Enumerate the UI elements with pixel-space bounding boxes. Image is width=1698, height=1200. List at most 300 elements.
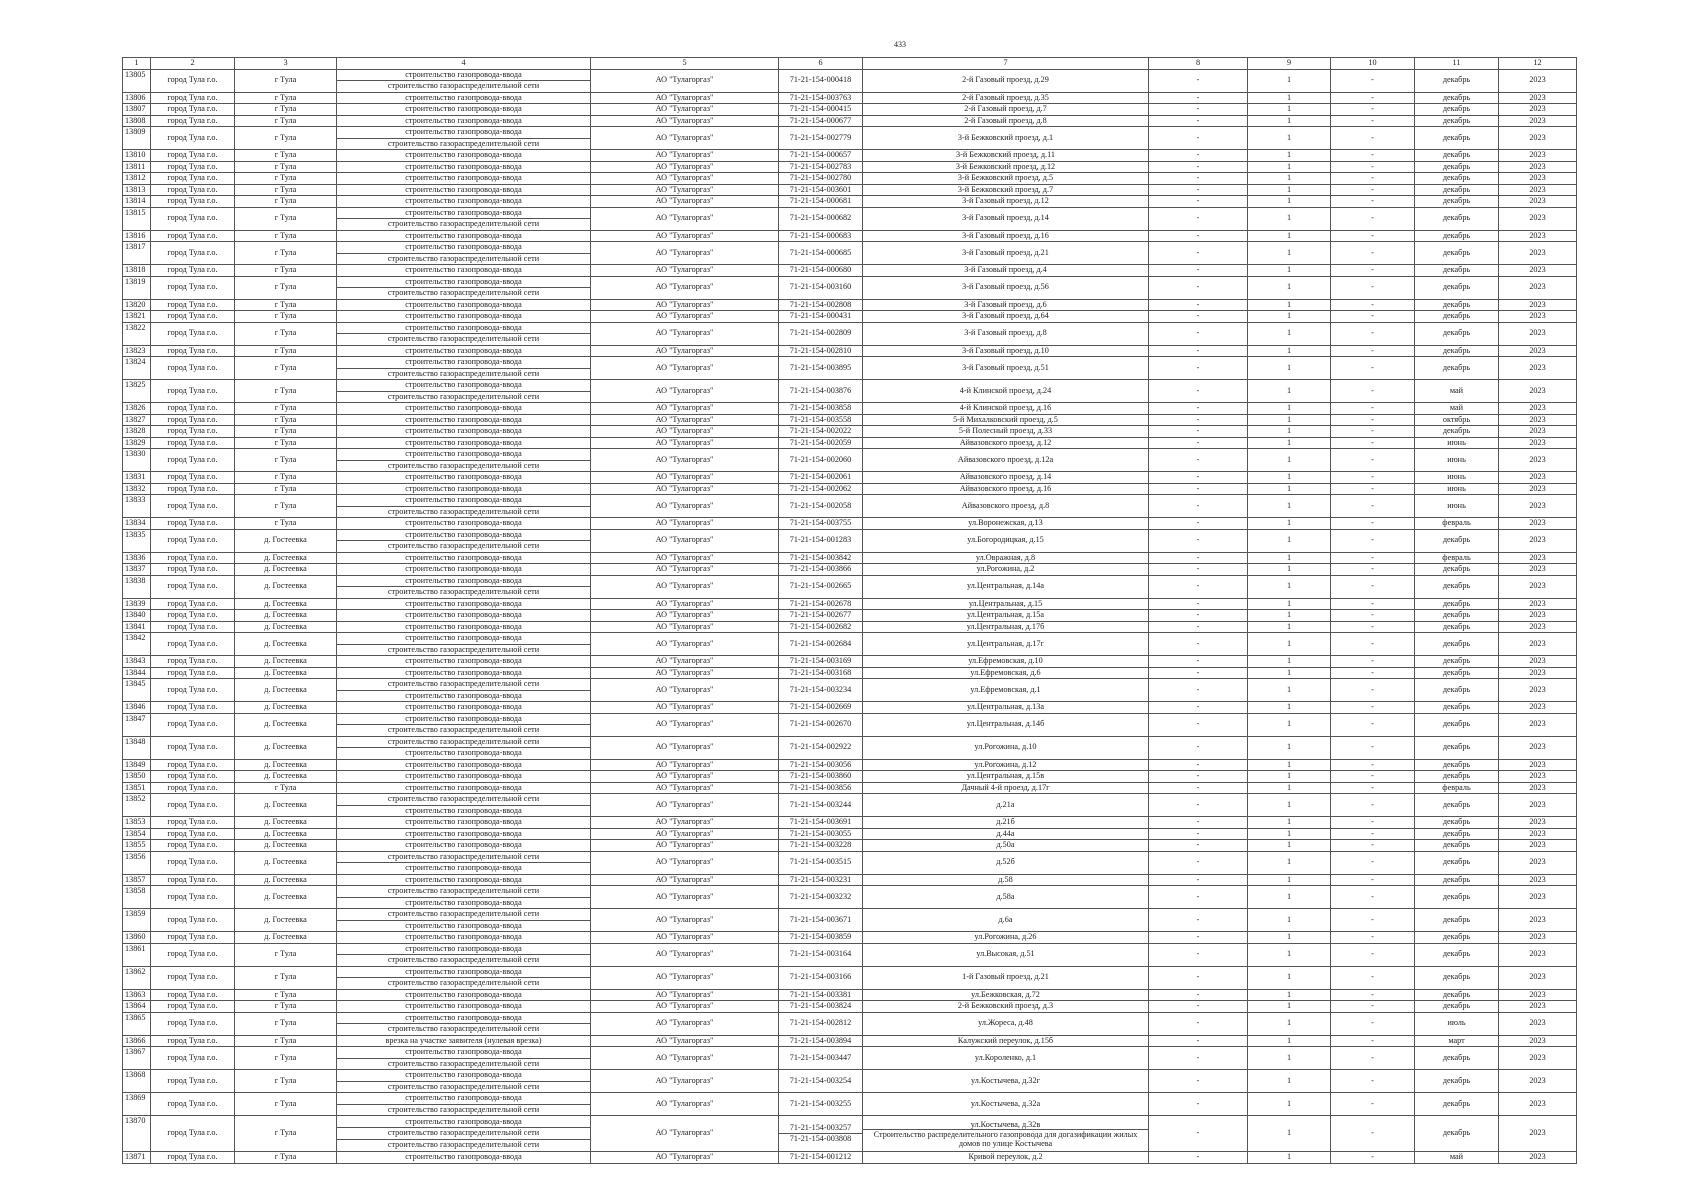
locality-cell: д. Гостеевка	[235, 575, 337, 598]
col9-cell: 1	[1248, 702, 1331, 714]
col9-cell: 1	[1248, 1047, 1331, 1070]
col10-cell: -	[1331, 564, 1415, 576]
col9-cell: 1	[1248, 414, 1331, 426]
object-code-cell-line: 71-21-154-000681	[789, 196, 852, 205]
object-code-cell	[779, 311, 863, 323]
locality-cell: г Тула	[235, 483, 337, 495]
month-cell: декабрь	[1415, 173, 1499, 185]
table-row	[123, 840, 1577, 852]
organization-cell: АО "Тулагоргаз"	[591, 173, 779, 185]
object-code-cell	[779, 173, 863, 185]
work-type-cell-line: строительство газопровода-ввода	[337, 380, 590, 392]
locality-cell: г Тула	[235, 403, 337, 415]
work-type-cell-line: строительство газопровода-ввода	[405, 1152, 522, 1161]
work-type-cell-line: строительство газопровода-ввода	[405, 610, 522, 619]
row-number: 13834	[123, 518, 151, 530]
row-number: 13824	[123, 357, 151, 380]
locality-cell: д. Гостеевка	[235, 886, 337, 909]
column-header: 5	[591, 58, 779, 70]
col10-cell: -	[1331, 874, 1415, 886]
col9-cell: 1	[1248, 1070, 1331, 1093]
work-type-cell-line: строительство газопровода-ввода	[405, 874, 522, 884]
col10-cell: -	[1331, 104, 1415, 116]
col9-cell: 1	[1248, 495, 1331, 518]
municipality-cell: город Тула г.о.	[151, 575, 235, 598]
address-cell	[863, 1070, 1149, 1093]
col10-cell: -	[1331, 1047, 1415, 1070]
organization-cell: АО "Тулагоргаз"	[591, 529, 779, 552]
col8-cell: -	[1149, 426, 1248, 438]
col9-cell: 1	[1248, 886, 1331, 909]
column-header: 6	[779, 58, 863, 70]
municipality-cell: город Тула г.о.	[151, 357, 235, 380]
col8-cell: -	[1149, 1035, 1248, 1047]
object-code-cell-line: 71-21-154-003447	[789, 1052, 852, 1062]
address-cell-line: 3-й Бежковский проезд, д.12	[955, 161, 1056, 171]
month-cell: декабрь	[1415, 610, 1499, 622]
address-cell	[863, 1001, 1149, 1013]
year-cell: 2023	[1499, 874, 1577, 886]
work-type-cell	[337, 932, 591, 944]
object-code-cell-line: 71-21-154-001212	[789, 1152, 852, 1161]
address-cell	[863, 495, 1149, 518]
row-number: 13832	[123, 483, 151, 495]
organization-cell: АО "Тулагоргаз"	[591, 828, 779, 840]
object-code-cell-line: 71-21-154-002810	[789, 345, 852, 355]
work-type-cell	[337, 495, 591, 518]
month-cell: декабрь	[1415, 736, 1499, 759]
row-number: 13851	[123, 782, 151, 794]
organization-cell: АО "Тулагоргаз"	[591, 794, 779, 817]
column-header: 10	[1331, 58, 1415, 70]
row-number: 13844	[123, 667, 151, 679]
table-row	[123, 449, 1577, 472]
work-type-cell-line: строительство газопровода-ввода	[337, 714, 590, 726]
address-cell-line: Айвазовского проезд, д.12а	[957, 454, 1054, 464]
table-row	[123, 357, 1577, 380]
col10-cell: -	[1331, 207, 1415, 230]
year-cell: 2023	[1499, 426, 1577, 438]
year-cell: 2023	[1499, 196, 1577, 208]
address-cell-line: 3-й Бежковский проезд, д.5	[957, 173, 1054, 182]
object-code-cell-line: 71-21-154-002061	[789, 472, 852, 481]
address-cell-line: 3-й Газовый проезд, д.51	[962, 362, 1049, 372]
work-type-cell-line: строительство газораспределительной сети	[337, 737, 590, 749]
work-type-cell	[337, 437, 591, 449]
work-type-cell-line: строительство газопровода-ввода	[405, 196, 522, 205]
row-number: 13810	[123, 150, 151, 162]
address-cell	[863, 230, 1149, 242]
work-type-cell	[337, 1116, 591, 1152]
address-cell-line: ул.Ефремовская, д.1	[970, 684, 1041, 694]
work-type-cell	[337, 380, 591, 403]
col8-cell: -	[1149, 702, 1248, 714]
locality-cell: г Тула	[235, 495, 337, 518]
address-cell-line: ул.Богородицкая, д.15	[967, 535, 1044, 545]
column-header: 2	[151, 58, 235, 70]
month-cell: март	[1415, 1035, 1499, 1047]
month-cell: декабрь	[1415, 69, 1499, 92]
table-row	[123, 1012, 1577, 1035]
col9-cell: 1	[1248, 518, 1331, 530]
work-type-cell-line: строительство газопровода-ввода	[405, 782, 522, 792]
address-cell-line: 3-й Газовый проезд, д.56	[962, 282, 1049, 292]
year-cell: 2023	[1499, 357, 1577, 380]
locality-cell: г Тула	[235, 150, 337, 162]
locality-cell: д. Гостеевка	[235, 702, 337, 714]
col10-cell: -	[1331, 851, 1415, 874]
year-cell: 2023	[1499, 932, 1577, 944]
address-cell	[863, 851, 1149, 874]
row-number: 13860	[123, 932, 151, 944]
year-cell: 2023	[1499, 518, 1577, 530]
locality-cell: д. Гостеевка	[235, 633, 337, 656]
table-row	[123, 518, 1577, 530]
col8-cell: -	[1149, 380, 1248, 403]
work-type-cell	[337, 679, 591, 702]
object-code-cell	[779, 667, 863, 679]
work-type-cell-line: строительство газопровода-ввода	[405, 92, 522, 102]
work-type-cell-line: строительство газораспределительной сети	[387, 506, 540, 516]
column-header: 3	[235, 58, 337, 70]
address-cell-line: ул.Бежковская, д.72	[971, 989, 1040, 999]
address-cell-line: ул.Центральная, д.17г	[967, 638, 1044, 648]
address-cell-line: 3-й Бежковский проезд, д.1	[957, 132, 1054, 142]
col9-cell: 1	[1248, 437, 1331, 449]
work-type-cell	[337, 1152, 591, 1164]
object-code-cell-line: 71-21-154-002922	[789, 742, 852, 752]
table-row	[123, 667, 1577, 679]
address-cell	[863, 552, 1149, 564]
table-row	[123, 92, 1577, 104]
locality-cell: г Тула	[235, 322, 337, 345]
municipality-cell: город Тула г.о.	[151, 345, 235, 357]
work-type-cell	[337, 943, 591, 966]
col9-cell: 1	[1248, 230, 1331, 242]
column-header: 4	[337, 58, 591, 70]
object-code-cell-line: 71-21-154-000677	[789, 115, 852, 125]
object-code-cell	[779, 759, 863, 771]
year-cell: 2023	[1499, 909, 1577, 932]
column-header: 8	[1149, 58, 1248, 70]
address-cell-line: ул.Центральная, д.17б	[966, 621, 1045, 631]
object-code-cell-line: 71-21-154-003601	[789, 184, 852, 194]
object-code-cell-line: 71-21-154-000682	[789, 213, 852, 223]
table-row	[123, 874, 1577, 886]
table-row	[123, 966, 1577, 989]
organization-cell: АО "Тулагоргаз"	[591, 989, 779, 1001]
organization-cell: АО "Тулагоргаз"	[591, 1001, 779, 1013]
municipality-cell: город Тула г.о.	[151, 610, 235, 622]
work-type-cell	[337, 403, 591, 415]
table-row	[123, 322, 1577, 345]
work-type-cell	[337, 782, 591, 794]
address-cell-line: 3-й Газовый проезд, д.6	[964, 299, 1047, 309]
object-code-cell	[779, 472, 863, 484]
organization-cell: АО "Тулагоргаз"	[591, 564, 779, 576]
col10-cell: -	[1331, 529, 1415, 552]
object-code-cell-line: 71-21-154-003671	[789, 914, 852, 924]
organization-cell: АО "Тулагоргаз"	[591, 736, 779, 759]
address-cell-line: ул.Костычева, д.32г	[971, 1075, 1040, 1085]
address-cell-line: 3-й Газовый проезд, д.14	[962, 213, 1049, 223]
locality-cell: г Тула	[235, 184, 337, 196]
table-row	[123, 782, 1577, 794]
address-cell	[863, 472, 1149, 484]
col10-cell: -	[1331, 69, 1415, 92]
row-number: 13836	[123, 552, 151, 564]
work-type-cell	[337, 242, 591, 265]
municipality-cell: город Тула г.о.	[151, 943, 235, 966]
col9-cell: 1	[1248, 150, 1331, 162]
work-type-cell-line: строительство газопровода-ввода	[337, 944, 590, 956]
address-cell	[863, 909, 1149, 932]
row-number: 13846	[123, 702, 151, 714]
col9-cell: 1	[1248, 104, 1331, 116]
col9-cell: 1	[1248, 552, 1331, 564]
month-cell: декабрь	[1415, 679, 1499, 702]
work-type-cell-line: строительство газораспределительной сети	[387, 391, 540, 401]
col8-cell: -	[1149, 667, 1248, 679]
work-type-cell-line: строительство газопровода-ввода	[405, 598, 522, 608]
address-cell-line: ул.Центральная, д.15в	[966, 771, 1045, 780]
work-type-cell	[337, 874, 591, 886]
col8-cell: -	[1149, 1047, 1248, 1070]
organization-cell: АО "Тулагоргаз"	[591, 966, 779, 989]
work-type-cell-line: строительство газопровода-ввода	[337, 323, 590, 335]
work-type-cell	[337, 610, 591, 622]
address-cell	[863, 276, 1149, 299]
address-cell	[863, 322, 1149, 345]
locality-cell: д. Гостеевка	[235, 598, 337, 610]
locality-cell: г Тула	[235, 207, 337, 230]
col8-cell: -	[1149, 357, 1248, 380]
table-row	[123, 1047, 1577, 1070]
col8-cell: -	[1149, 771, 1248, 783]
work-type-cell-line: строительство газораспределительной сети	[337, 909, 590, 921]
object-code-cell	[779, 736, 863, 759]
locality-cell: г Тула	[235, 518, 337, 530]
address-cell	[863, 759, 1149, 771]
address-cell-line: Строительство распределительного газопровода для догазификации жилых домов по улице Костычева	[873, 1129, 1138, 1148]
col9-cell: 1	[1248, 656, 1331, 668]
col9-cell: 1	[1248, 483, 1331, 495]
address-cell	[863, 1152, 1149, 1164]
work-type-cell	[337, 1093, 591, 1116]
col10-cell: -	[1331, 437, 1415, 449]
address-cell	[863, 518, 1149, 530]
locality-cell: г Тула	[235, 437, 337, 449]
address-cell-line: 2-й Газовый проезд, д.29	[962, 75, 1049, 85]
address-cell-line: ул.Короленко, д.1	[974, 1052, 1037, 1062]
month-cell: декабрь	[1415, 966, 1499, 989]
row-number: 13816	[123, 230, 151, 242]
object-code-cell	[779, 1047, 863, 1070]
locality-cell: д. Гостеевка	[235, 771, 337, 783]
address-cell	[863, 403, 1149, 415]
col8-cell: -	[1149, 299, 1248, 311]
col9-cell: 1	[1248, 610, 1331, 622]
year-cell: 2023	[1499, 851, 1577, 874]
col8-cell: -	[1149, 552, 1248, 564]
address-cell-line: Айвазовского проезд, д.14	[959, 472, 1052, 481]
work-type-cell-line: строительство газораспределительной сети	[387, 541, 540, 550]
address-cell	[863, 736, 1149, 759]
work-type-cell-line: строительство газопровода-ввода	[337, 242, 590, 254]
municipality-cell: город Тула г.о.	[151, 633, 235, 656]
object-code-cell-line: 71-21-154-003894	[789, 1035, 852, 1045]
col10-cell: -	[1331, 1001, 1415, 1013]
municipality-cell: город Тула г.о.	[151, 909, 235, 932]
col8-cell: -	[1149, 966, 1248, 989]
organization-cell: АО "Тулагоргаз"	[591, 161, 779, 173]
address-cell	[863, 794, 1149, 817]
month-cell: декабрь	[1415, 932, 1499, 944]
month-cell: декабрь	[1415, 575, 1499, 598]
row-number: 13828	[123, 426, 151, 438]
object-code-cell-line: 71-21-154-002060	[789, 454, 852, 464]
object-code-cell-line: 71-21-154-003858	[789, 403, 852, 412]
object-code-cell-line: 71-21-154-003515	[789, 857, 852, 867]
object-code-cell	[779, 817, 863, 829]
work-type-cell	[337, 265, 591, 277]
year-cell: 2023	[1499, 702, 1577, 714]
work-type-cell	[337, 598, 591, 610]
address-cell	[863, 184, 1149, 196]
col9-cell: 1	[1248, 1001, 1331, 1013]
locality-cell: д. Гостеевка	[235, 909, 337, 932]
month-cell: февраль	[1415, 552, 1499, 564]
address-cell-line: ул.Костычева, д.32а	[970, 1098, 1041, 1108]
col9-cell: 1	[1248, 667, 1331, 679]
year-cell: 2023	[1499, 184, 1577, 196]
municipality-cell: город Тула г.о.	[151, 621, 235, 633]
work-type-cell-line: строительство газопровода-ввода	[405, 897, 522, 907]
work-type-cell	[337, 794, 591, 817]
month-cell: декабрь	[1415, 150, 1499, 162]
col9-cell: 1	[1248, 173, 1331, 185]
object-code-cell	[779, 403, 863, 415]
object-code-cell	[779, 552, 863, 564]
table-row	[123, 633, 1577, 656]
col10-cell: -	[1331, 932, 1415, 944]
row-number: 13861	[123, 943, 151, 966]
locality-cell: г Тула	[235, 196, 337, 208]
object-code-cell-line: 71-21-154-003691	[789, 817, 852, 826]
row-number: 13858	[123, 886, 151, 909]
locality-cell: г Тула	[235, 943, 337, 966]
municipality-cell: город Тула г.о.	[151, 702, 235, 714]
col8-cell: -	[1149, 932, 1248, 944]
register-table	[122, 57, 1577, 1164]
work-type-cell	[337, 184, 591, 196]
organization-cell: АО "Тулагоргаз"	[591, 552, 779, 564]
municipality-cell: город Тула г.о.	[151, 311, 235, 323]
row-number: 13830	[123, 449, 151, 472]
work-type-cell	[337, 230, 591, 242]
col9-cell: 1	[1248, 1012, 1331, 1035]
col10-cell: -	[1331, 1116, 1415, 1152]
table-row	[123, 575, 1577, 598]
address-cell-line: д.6а	[998, 914, 1013, 924]
organization-cell: АО "Тулагоргаз"	[591, 518, 779, 530]
table-row	[123, 702, 1577, 714]
year-cell: 2023	[1499, 242, 1577, 265]
col10-cell: -	[1331, 161, 1415, 173]
organization-cell: АО "Тулагоргаз"	[591, 1093, 779, 1116]
table-row	[123, 173, 1577, 185]
col9-cell: 1	[1248, 771, 1331, 783]
work-type-cell	[337, 150, 591, 162]
municipality-cell: город Тула г.о.	[151, 495, 235, 518]
col8-cell: -	[1149, 828, 1248, 840]
work-type-cell-line: строительство газопровода-ввода	[405, 690, 522, 700]
year-cell: 2023	[1499, 1035, 1577, 1047]
municipality-cell: город Тула г.о.	[151, 426, 235, 438]
year-cell: 2023	[1499, 759, 1577, 771]
work-type-cell-line: строительство газораспределительной сети	[387, 460, 540, 470]
col10-cell: -	[1331, 426, 1415, 438]
municipality-cell: город Тула г.о.	[151, 449, 235, 472]
object-code-cell	[779, 449, 863, 472]
object-code-cell	[779, 1093, 863, 1116]
work-type-cell	[337, 564, 591, 576]
municipality-cell: город Тула г.о.	[151, 759, 235, 771]
work-type-cell-line: строительство газопровода-ввода	[337, 449, 590, 461]
work-type-cell	[337, 115, 591, 127]
year-cell: 2023	[1499, 840, 1577, 852]
locality-cell: д. Гостеевка	[235, 667, 337, 679]
col9-cell: 1	[1248, 196, 1331, 208]
municipality-cell: город Тула г.о.	[151, 69, 235, 92]
municipality-cell: город Тула г.о.	[151, 564, 235, 576]
work-type-cell-line: строительство газопровода-ввода	[405, 828, 522, 838]
month-cell: декабрь	[1415, 874, 1499, 886]
municipality-cell: город Тула г.о.	[151, 276, 235, 299]
col8-cell: -	[1149, 449, 1248, 472]
work-type-cell	[337, 518, 591, 530]
table-row	[123, 828, 1577, 840]
year-cell: 2023	[1499, 886, 1577, 909]
organization-cell: АО "Тулагоргаз"	[591, 713, 779, 736]
work-type-cell-line: строительство газопровода-ввода	[405, 230, 522, 240]
work-type-cell	[337, 621, 591, 633]
col8-cell: -	[1149, 840, 1248, 852]
municipality-cell: город Тула г.о.	[151, 886, 235, 909]
table-row	[123, 932, 1577, 944]
col8-cell: -	[1149, 621, 1248, 633]
row-number: 13865	[123, 1012, 151, 1035]
col9-cell: 1	[1248, 851, 1331, 874]
locality-cell: д. Гостеевка	[235, 679, 337, 702]
year-cell: 2023	[1499, 92, 1577, 104]
address-cell	[863, 104, 1149, 116]
locality-cell: д. Гостеевка	[235, 564, 337, 576]
col10-cell: -	[1331, 483, 1415, 495]
work-type-cell	[337, 909, 591, 932]
work-type-cell-line: строительство газопровода-ввода	[405, 920, 522, 930]
address-cell	[863, 989, 1149, 1001]
year-cell: 2023	[1499, 437, 1577, 449]
table-row	[123, 150, 1577, 162]
work-type-cell	[337, 69, 591, 92]
object-code-cell-line: 71-21-154-003866	[789, 564, 852, 573]
column-header: 11	[1415, 58, 1499, 70]
object-code-cell-line: 71-21-154-003244	[789, 799, 852, 809]
object-code-cell	[779, 426, 863, 438]
municipality-cell: город Тула г.о.	[151, 414, 235, 426]
work-type-cell	[337, 276, 591, 299]
